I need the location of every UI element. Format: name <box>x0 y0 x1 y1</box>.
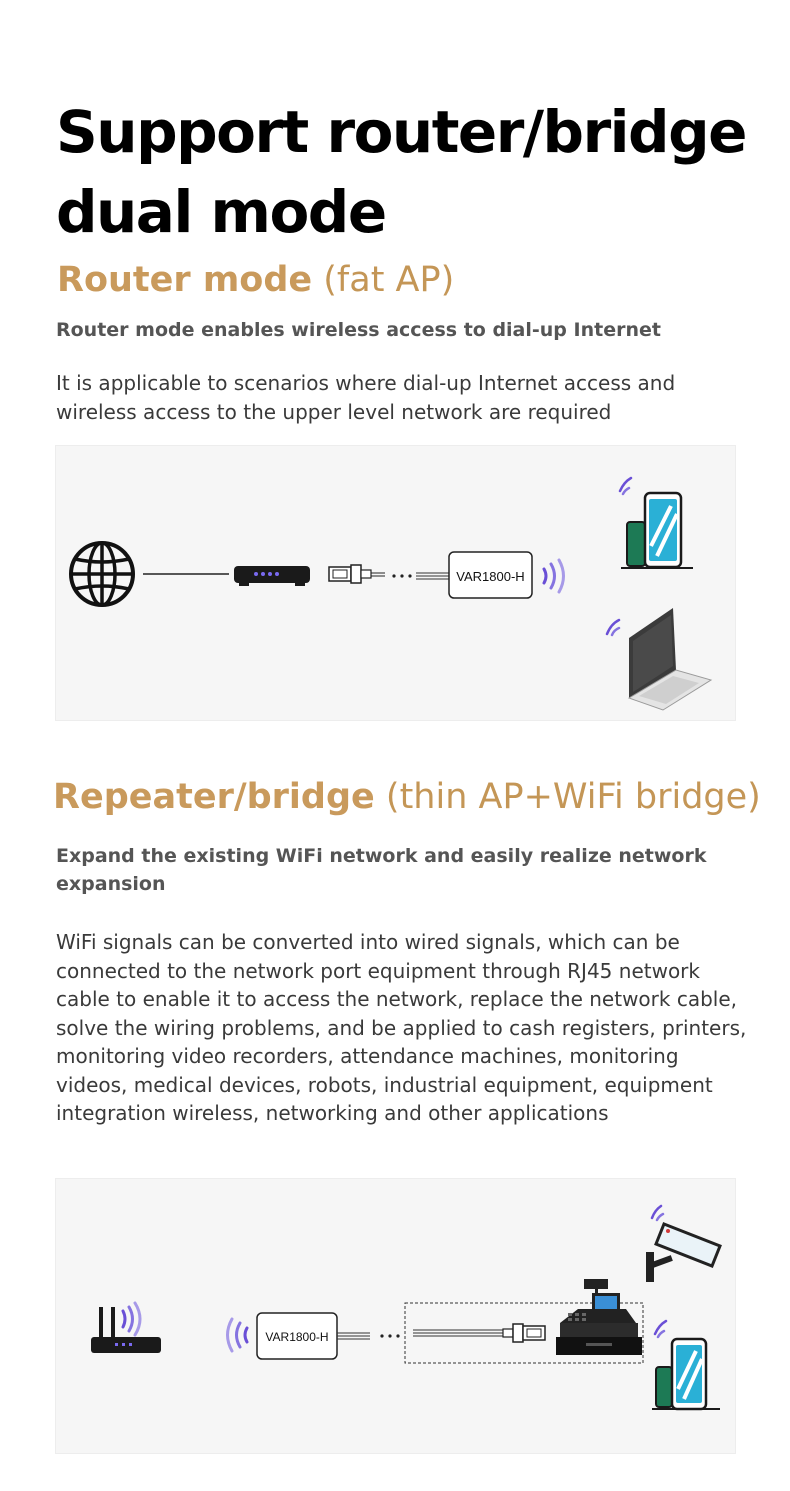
smartphone-icon <box>620 478 693 568</box>
router-mode-subtitle: Router mode enables wireless access to dial-up Internet <box>56 319 661 341</box>
router-device-label: VAR1800-H <box>456 569 525 584</box>
smartphone-icon <box>652 1321 720 1409</box>
repeater-mode-heading-strong: Repeater/bridge <box>53 777 375 817</box>
router-antenna-icon <box>91 1303 161 1353</box>
var1800-device <box>449 552 532 598</box>
router-mode-description: It is applicable to scenarios where dial-up Internet access and wireless access to the upper level network are required <box>56 371 676 424</box>
router-mode-heading-strong: Router mode <box>57 260 313 300</box>
router-mode-heading-light: (fat AP) <box>323 260 455 300</box>
rj45-plug-icon <box>503 1324 545 1342</box>
router-mode-diagram-svg <box>56 446 737 722</box>
repeater-mode-description: WiFi signals can be converted into wired signals, which can be connected to the network port equipment through RJ45 network cable to enable it to access the network, replace the network cable, solve the wiring problems, and be applied to cash registers, printers, monitoring video recorders, attendance machines, monitoring videos, medical devices, robots, industrial equipment, equipment integration wireless, networking and other applications <box>56 930 747 1125</box>
wifi-signal-icon <box>228 1319 248 1351</box>
router-mode-heading <box>57 257 454 303</box>
repeater-mode-diagram-svg <box>56 1179 737 1455</box>
router-mode-diagram <box>55 445 736 721</box>
cctv-camera-icon <box>646 1206 720 1282</box>
repeater-device-label: VAR1800-H <box>265 1330 329 1344</box>
modem-icon <box>234 566 310 586</box>
rj45-plug-icon <box>329 565 385 583</box>
repeater-mode-subtitle: Expand the existing WiFi network and easily realize network expansion <box>56 845 707 895</box>
globe-icon <box>71 543 133 605</box>
repeater-mode-heading-light: (thin AP+WiFi bridge) <box>385 777 761 817</box>
wifi-signal-icon <box>544 560 564 592</box>
laptop-icon <box>607 608 711 710</box>
page-title: Support router/bridge dual mode <box>56 98 746 246</box>
repeater-mode-diagram <box>55 1178 736 1454</box>
var1800-device <box>257 1313 337 1359</box>
cash-register-icon <box>556 1279 642 1355</box>
repeater-mode-heading <box>53 774 761 820</box>
